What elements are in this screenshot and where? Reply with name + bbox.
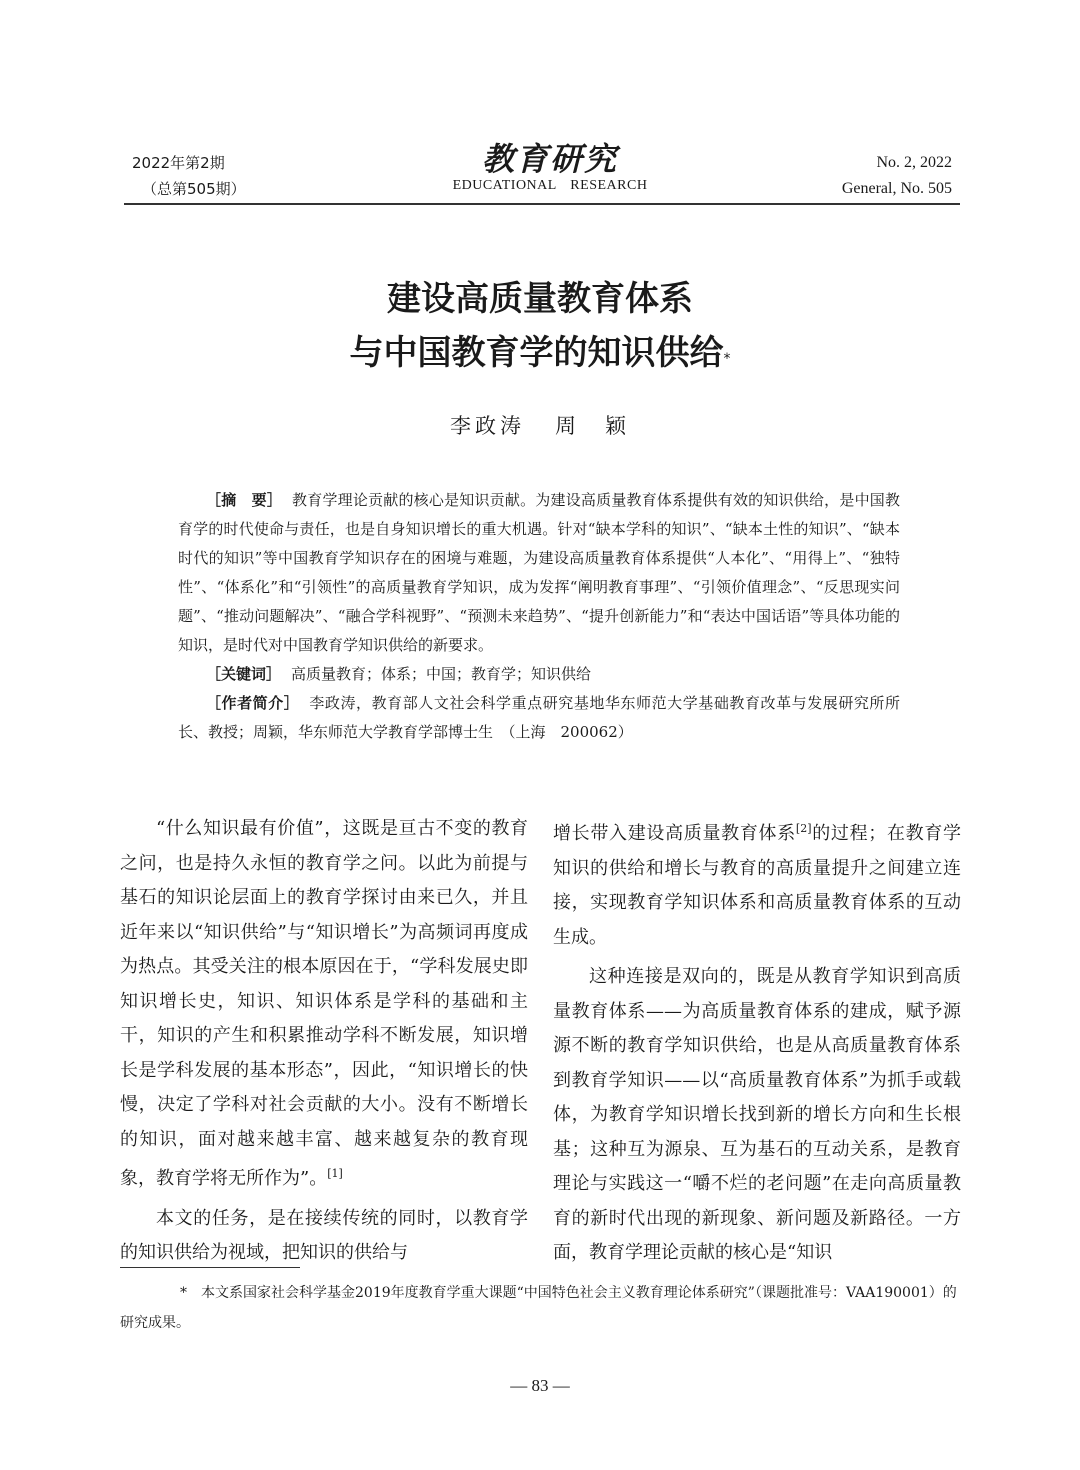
body-right-paragraph-1b: 的过程；在教育学知识的供给和增长与教育的高质量提升之间建立连接，实现教育学知识体系和高质量教育体系的互动生成。 (553, 823, 962, 948)
article-title (0, 272, 1080, 380)
keywords-label: ［关键词］ (206, 665, 282, 683)
body-right-paragraph-1a: 增长带入建设高质量教育体系 (553, 823, 796, 844)
body-left-paragraph-1: “什么知识最有价值”，这既是亘古不变的教育之问，也是持久永恒的教育学之问。以此为前提与基石的知识论层面上的教育学探讨由来已久，并且近年来以“知识供给”与“知识增长”为高频词再度成为热点。其受关注的根本原因在于，“学科发展史即知识增长史，知识、知识体系是学科的基础和主干，知识的产生和积累推动学科不断发展，知识增长是学科发展的基本形态”，因此，“知识增长的快慢，决定了学科对社会贡献的大小。没有不断增长的知识，面对越来越丰富、越来越复杂的教育现象，教育学将无所作为”。 (120, 818, 528, 1189)
general-line: General, No. 505 (841, 180, 952, 197)
keywords-text: 高质量教育；体系；中国；教育学；知识供给 (291, 665, 592, 683)
abstract-text: 教育学理论贡献的核心是知识贡献。为建设高质量教育体系提供有效的知识供给，是中国教育学的时代使命与责任，也是自身知识增长的重大机遇。针对“缺本学科的知识”、“缺本土性的知识”、“缺本时代的知识”等中国教育学知识存在的困境与难题，为建设高质量教育体系提供“人本化”、“用得上”、“独特性”、“体系化”和“引领性”的高质量教育学知识，成为发挥“阐明教育事理”、“引领价值理念”、“反思现实问题”、“推动问题解决”、“融合学科视野”、“预测未来趋势”、“提升创新能力”和“表达中国话语”等具体功能的知识，是时代对中国教育学知识供给的新要求。 (178, 491, 900, 654)
title-footnote-mark: * (723, 351, 731, 367)
abstract-block (178, 486, 900, 747)
issue-line-1: 2022年第2期 (132, 154, 225, 172)
header-rule (124, 203, 960, 205)
author-bio-text: 李政涛，教育部人文社会科学重点研究基地华东师范大学基础教育改革与发展研究所所长、教授；周颖，华东师范大学教育学部博士生 （上海 200062） (178, 694, 900, 741)
footnote-rule (120, 1267, 300, 1268)
journal-name-en: EDUCATIONAL RESEARCH (452, 178, 648, 193)
citation-2: [2] (795, 822, 812, 835)
body-right-paragraph-2: 这种连接是双向的，既是从教育学知识到高质量教育体系——为高质量教育体系的建成，赋予源源不断的教育学知识供给，也是从高质量教育体系到教育学知识——以“高质量教育体系”为抓手或载体，为教育学知识增长找到新的增长方向和生长根基；这种互为源泉、互为基石的互动关系，是教育理论与实践这一“嚼不烂的老问题”在走向高质量教育的新时代出现的新现象、新问题及新路径。一方面，教育学理论贡献的核心是“知识 (553, 966, 961, 1263)
author-bio-label: ［作者简介］ (206, 694, 300, 712)
issue-number-info (842, 150, 952, 202)
no-line: No. 2, 2022 (876, 154, 952, 171)
body-left-paragraph-2: 本文的任务，是在接续传统的同时，以教育学的知识供给为视域，把知识的供给与 (120, 1207, 528, 1263)
journal-name-cn: 教育研究 (481, 140, 618, 178)
title-line-1: 建设高质量教育体系 (387, 279, 693, 319)
author-1: 李政涛 (450, 414, 525, 438)
body-column-right (553, 812, 961, 1271)
author-line (0, 410, 1080, 440)
issue-line-2: （总第505期） (142, 180, 246, 198)
title-line-2: 与中国教育学的知识供给 (349, 333, 724, 373)
footnote-text: * 本文系国家社会科学基金2019年度教育学重大课题“中国特色社会主义教育理论体系研究”（课题批准号：VAA190001）的研究成果。 (120, 1285, 957, 1331)
citation-1: [1] (327, 1167, 343, 1180)
journal-logo (420, 140, 680, 194)
abstract-label: ［摘 要］ (206, 491, 283, 509)
body-column-left (120, 812, 528, 1271)
issue-info (132, 150, 246, 202)
footnote (120, 1278, 960, 1338)
author-2: 周 颖 (555, 414, 630, 438)
page-number: — 83 — (510, 1376, 570, 1395)
